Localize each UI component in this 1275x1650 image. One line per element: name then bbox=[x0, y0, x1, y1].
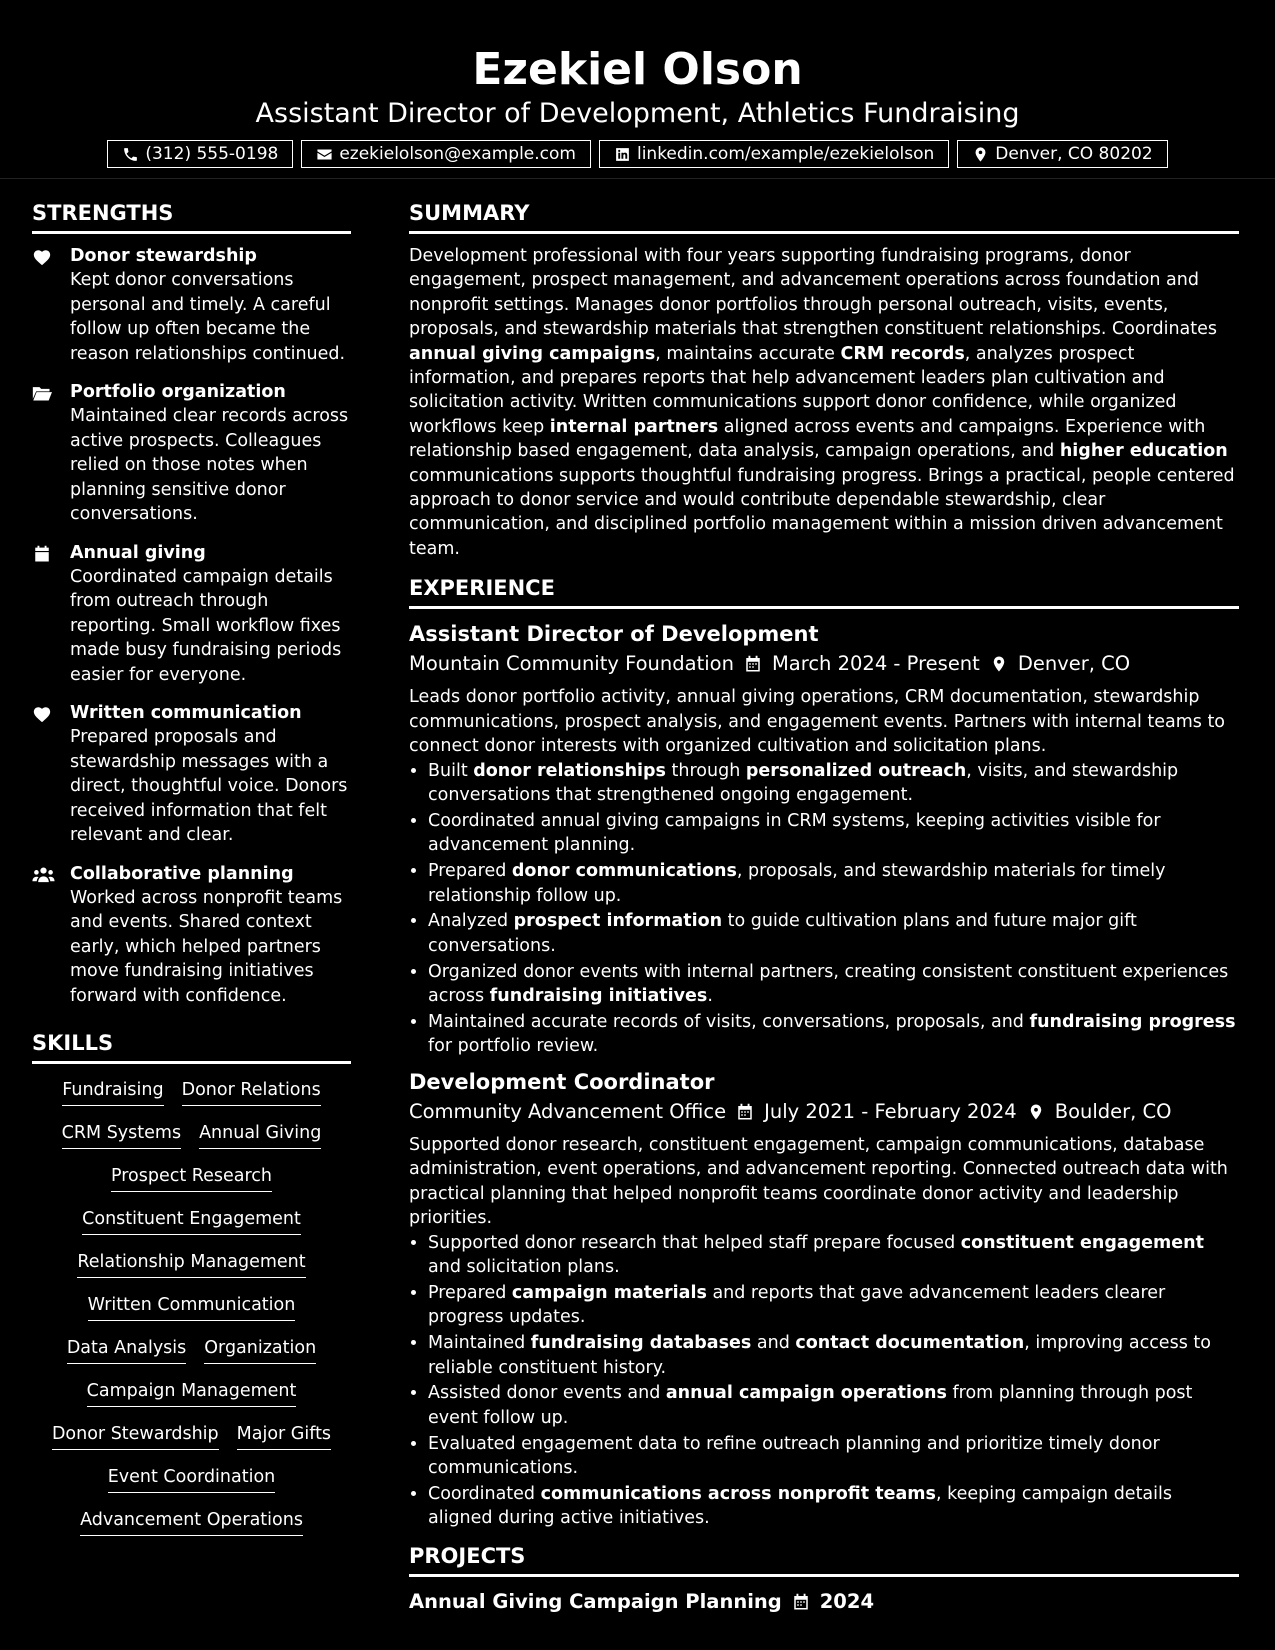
text-run: through bbox=[665, 760, 746, 781]
heart-icon bbox=[32, 248, 52, 266]
text-run: Coordinated bbox=[428, 1484, 541, 1505]
contact-bar bbox=[0, 140, 1275, 168]
text-run: , proposals, and stewardship materials for timely relationship follow up. bbox=[428, 861, 1166, 906]
text-run: to guide cultivation plans and future major gift conversations. bbox=[428, 911, 1137, 956]
list-item bbox=[428, 1381, 1239, 1430]
text-run: Assisted donor events and bbox=[428, 1383, 666, 1404]
list-item bbox=[428, 1231, 1239, 1280]
candidate-title: Assistant Director of Development, Athletics Fundraising bbox=[255, 98, 1020, 129]
job-entry bbox=[409, 1067, 1239, 1531]
project-title: Annual Giving Campaign Planning bbox=[409, 1589, 782, 1613]
summary-text bbox=[409, 244, 1239, 561]
job-location: Denver, CO bbox=[1017, 652, 1131, 676]
text-run: and bbox=[751, 1333, 796, 1354]
calendar-icon bbox=[792, 1593, 810, 1611]
text-run: and solicitation plans. bbox=[428, 1256, 620, 1277]
skill-tag: Relationship Management bbox=[77, 1250, 305, 1278]
job-bullets bbox=[409, 759, 1239, 1059]
text-run: . bbox=[707, 986, 713, 1007]
text-run: Built bbox=[428, 760, 474, 781]
contact-location[interactable] bbox=[957, 140, 1167, 168]
users-icon bbox=[32, 866, 55, 884]
text-run: Maintained accurate records of visits, conversations, proposals, and bbox=[428, 1012, 1030, 1033]
calendar-icon bbox=[32, 545, 52, 563]
bold-phrase: prospect information bbox=[513, 911, 723, 932]
strength-title: Donor stewardship bbox=[70, 246, 257, 266]
project-year: 2024 bbox=[819, 1589, 875, 1613]
job-description: Leads donor portfolio activity, annual giving operations, CRM documentation, stewardship communications, prospect analysis, and engagement events. Partners with internal teams to connect donor interests with organized cultivation and solicitation plans. bbox=[409, 687, 1226, 757]
map-pin-icon bbox=[1027, 1103, 1045, 1121]
text-run: , improving access to reliable constituent history. bbox=[428, 1333, 1211, 1378]
job-dates: July 2021 - February 2024 bbox=[764, 1099, 1017, 1123]
strength-desc: Maintained clear records across active prospects. Colleagues relied on those notes when planning sensitive donor conversations. bbox=[70, 406, 349, 524]
text-run: Coordinated annual giving campaigns in CRM systems, keeping activities visible for advancement planning. bbox=[428, 810, 1161, 856]
bold-phrase: fundraising progress bbox=[1029, 1012, 1236, 1033]
list-item bbox=[428, 909, 1239, 958]
skill-tag: Organization bbox=[204, 1336, 316, 1364]
strength-desc: Prepared proposals and stewardship messages with a direct, thoughtful voice. Donors received information that felt relevant and clear. bbox=[70, 727, 348, 845]
job-meta bbox=[409, 649, 1239, 679]
list-item bbox=[428, 1432, 1239, 1481]
candidate-name: Ezekiel Olson bbox=[472, 44, 803, 95]
resume-header bbox=[0, 0, 1275, 168]
text-run: Prepared bbox=[428, 1282, 512, 1303]
list-item bbox=[428, 759, 1239, 808]
text-run: and reports that gave advancement leaders clearer progress updates. bbox=[428, 1282, 1166, 1328]
map-pin-icon bbox=[972, 146, 989, 163]
job-org: Community Advancement Office bbox=[409, 1099, 727, 1123]
bold-phrase: fundraising initiatives bbox=[489, 986, 708, 1007]
job-dates: March 2024 - Present bbox=[771, 652, 980, 676]
bold-phrase: personalized outreach bbox=[745, 760, 967, 781]
strength-title: Written communication bbox=[70, 703, 302, 723]
skill-tag: Major Gifts bbox=[237, 1422, 331, 1450]
bold-phrase: annual giving campaigns bbox=[409, 343, 656, 364]
list-item bbox=[428, 1010, 1239, 1059]
strength-title: Collaborative planning bbox=[70, 863, 294, 884]
bold-phrase: fundraising databases bbox=[530, 1333, 752, 1354]
left-column bbox=[32, 198, 351, 1536]
text-run: communications supports thoughtful fundraising progress. Brings a practical, people centered approach to donor service and would contribute dependable stewardship, clear communication, and disciplined portfolio management within a mission driven advancement team. bbox=[409, 465, 1235, 559]
strength-desc: Kept donor conversations personal and timely. A careful follow up often became the reason relationships continued. bbox=[70, 270, 346, 364]
skill-tag: CRM Systems bbox=[62, 1121, 181, 1149]
text-run: Organized donor events with internal partners, creating consistent constituent experiences across bbox=[428, 961, 1229, 1007]
job-description: Supported donor research, constituent engagement, campaign communications, database administration, event operations, and advancement reporting. Connected outreach data with practical planning that helped nonprofit teams coordinate donor activity and leadership priorities. bbox=[409, 1134, 1228, 1229]
experience-heading: EXPERIENCE bbox=[409, 573, 1239, 609]
calendar-icon bbox=[736, 1103, 754, 1121]
list-item bbox=[428, 809, 1239, 858]
calendar-icon bbox=[744, 655, 762, 673]
job-entry bbox=[409, 619, 1239, 1059]
text-run: Prepared bbox=[428, 861, 512, 882]
text-run: Analyzed bbox=[428, 911, 514, 932]
project-item bbox=[409, 1587, 1239, 1617]
bold-phrase: communications across nonprofit teams bbox=[540, 1484, 936, 1505]
heart-icon bbox=[32, 705, 52, 723]
bold-phrase: internal partners bbox=[549, 416, 719, 437]
skill-tag: Donor Relations bbox=[182, 1078, 321, 1106]
skill-tag: Advancement Operations bbox=[80, 1508, 303, 1536]
skill-tag: Written Communication bbox=[88, 1293, 296, 1321]
header-divider bbox=[0, 178, 1275, 179]
text-run: Supported donor research that helped staff prepare focused bbox=[428, 1232, 961, 1253]
text-run: , maintains accurate bbox=[655, 343, 841, 364]
skill-tag: Campaign Management bbox=[87, 1379, 297, 1407]
job-title: Development Coordinator bbox=[409, 1069, 715, 1094]
projects-heading: PROJECTS bbox=[409, 1541, 1239, 1577]
strength-item bbox=[32, 244, 351, 366]
skill-tag: Event Coordination bbox=[108, 1465, 276, 1493]
strength-item bbox=[32, 380, 351, 527]
right-column bbox=[409, 198, 1239, 1617]
phone-icon bbox=[122, 146, 139, 163]
skills-heading: SKILLS bbox=[32, 1028, 351, 1064]
bold-phrase: donor relationships bbox=[473, 760, 666, 781]
strength-item bbox=[32, 862, 351, 1009]
job-title: Assistant Director of Development bbox=[409, 622, 819, 647]
bold-phrase: contact documentation bbox=[795, 1333, 1025, 1354]
job-meta bbox=[409, 1097, 1239, 1127]
contact-email-text: ezekielolson@example.com bbox=[339, 144, 576, 164]
contact-location-text: Denver, CO 80202 bbox=[995, 144, 1153, 164]
list-item bbox=[428, 1482, 1239, 1531]
contact-linkedin[interactable] bbox=[599, 140, 949, 168]
list-item bbox=[428, 1331, 1239, 1380]
contact-email[interactable] bbox=[301, 140, 591, 168]
text-run: aligned across events and campaigns. Experience with relationship based engagement, data analysis, campaign operations, and bbox=[409, 416, 1206, 462]
job-org: Mountain Community Foundation bbox=[409, 652, 734, 676]
bold-phrase: annual campaign operations bbox=[665, 1383, 947, 1404]
job-location: Boulder, CO bbox=[1054, 1099, 1172, 1123]
text-run: Evaluated engagement data to refine outreach planning and prioritize timely donor communications. bbox=[428, 1433, 1160, 1479]
skill-tag: Donor Stewardship bbox=[52, 1422, 219, 1450]
text-run: Development professional with four years supporting fundraising programs, donor engagement, prospect management, and advancement operations across foundation and nonprofit settings. Manages donor portfolios through personal outreach, visits, events, proposals, and stewardship materials that strengthen constituent relationships. Coordinates bbox=[409, 246, 1217, 340]
contact-linkedin-text: linkedin.com/example/ezekielolson bbox=[636, 144, 935, 164]
contact-phone-text: (312) 555-0198 bbox=[145, 144, 279, 164]
strength-item bbox=[32, 541, 351, 688]
bold-phrase: CRM records bbox=[840, 343, 965, 364]
folder-icon bbox=[32, 384, 52, 402]
job-bullets bbox=[409, 1231, 1239, 1531]
bold-phrase: donor communications bbox=[511, 861, 737, 882]
strength-desc: Worked across nonprofit teams and events. Shared context early, which helped partners move fundraising initiatives forward with confidence. bbox=[70, 887, 343, 1006]
skills-list bbox=[32, 1078, 351, 1536]
bold-phrase: constituent engagement bbox=[960, 1232, 1204, 1253]
list-item bbox=[428, 1281, 1239, 1330]
strengths-heading: STRENGTHS bbox=[32, 198, 351, 234]
strength-title: Annual giving bbox=[70, 542, 206, 563]
list-item bbox=[428, 960, 1239, 1009]
bold-phrase: higher education bbox=[1059, 441, 1228, 462]
text-run: from planning through post event follow up. bbox=[428, 1383, 1193, 1428]
bold-phrase: campaign materials bbox=[511, 1282, 707, 1303]
summary-heading: SUMMARY bbox=[409, 198, 1239, 234]
text-run: Maintained bbox=[428, 1333, 531, 1354]
skill-tag: Prospect Research bbox=[111, 1164, 272, 1192]
text-run: , analyzes prospect information, and prepares reports that help advancement leaders plan cultivation and solicitation activity. Written communications support donor confidence, while organized workflows keep bbox=[409, 343, 1177, 437]
text-run: for portfolio review. bbox=[428, 1036, 599, 1057]
linkedin-icon bbox=[614, 146, 631, 163]
text-run: , keeping campaign details aligned during active initiatives. bbox=[428, 1484, 1172, 1529]
skill-tag: Constituent Engagement bbox=[82, 1207, 301, 1235]
contact-phone[interactable] bbox=[107, 140, 293, 168]
skill-tag: Data Analysis bbox=[67, 1336, 186, 1364]
experience-list bbox=[409, 619, 1239, 1531]
strength-title: Portfolio organization bbox=[70, 382, 286, 402]
list-item bbox=[428, 859, 1239, 908]
strength-item bbox=[32, 701, 351, 848]
envelope-icon bbox=[316, 146, 333, 163]
strength-desc: Coordinated campaign details from outreach through reporting. Small workflow fixes made busy fundraising periods easier for everyone. bbox=[70, 566, 342, 685]
map-pin-icon bbox=[990, 655, 1008, 673]
text-run: , visits, and stewardship conversations that strengthened ongoing engagement. bbox=[428, 760, 1179, 805]
skill-tag: Fundraising bbox=[62, 1078, 163, 1106]
skill-tag: Annual Giving bbox=[199, 1121, 321, 1149]
